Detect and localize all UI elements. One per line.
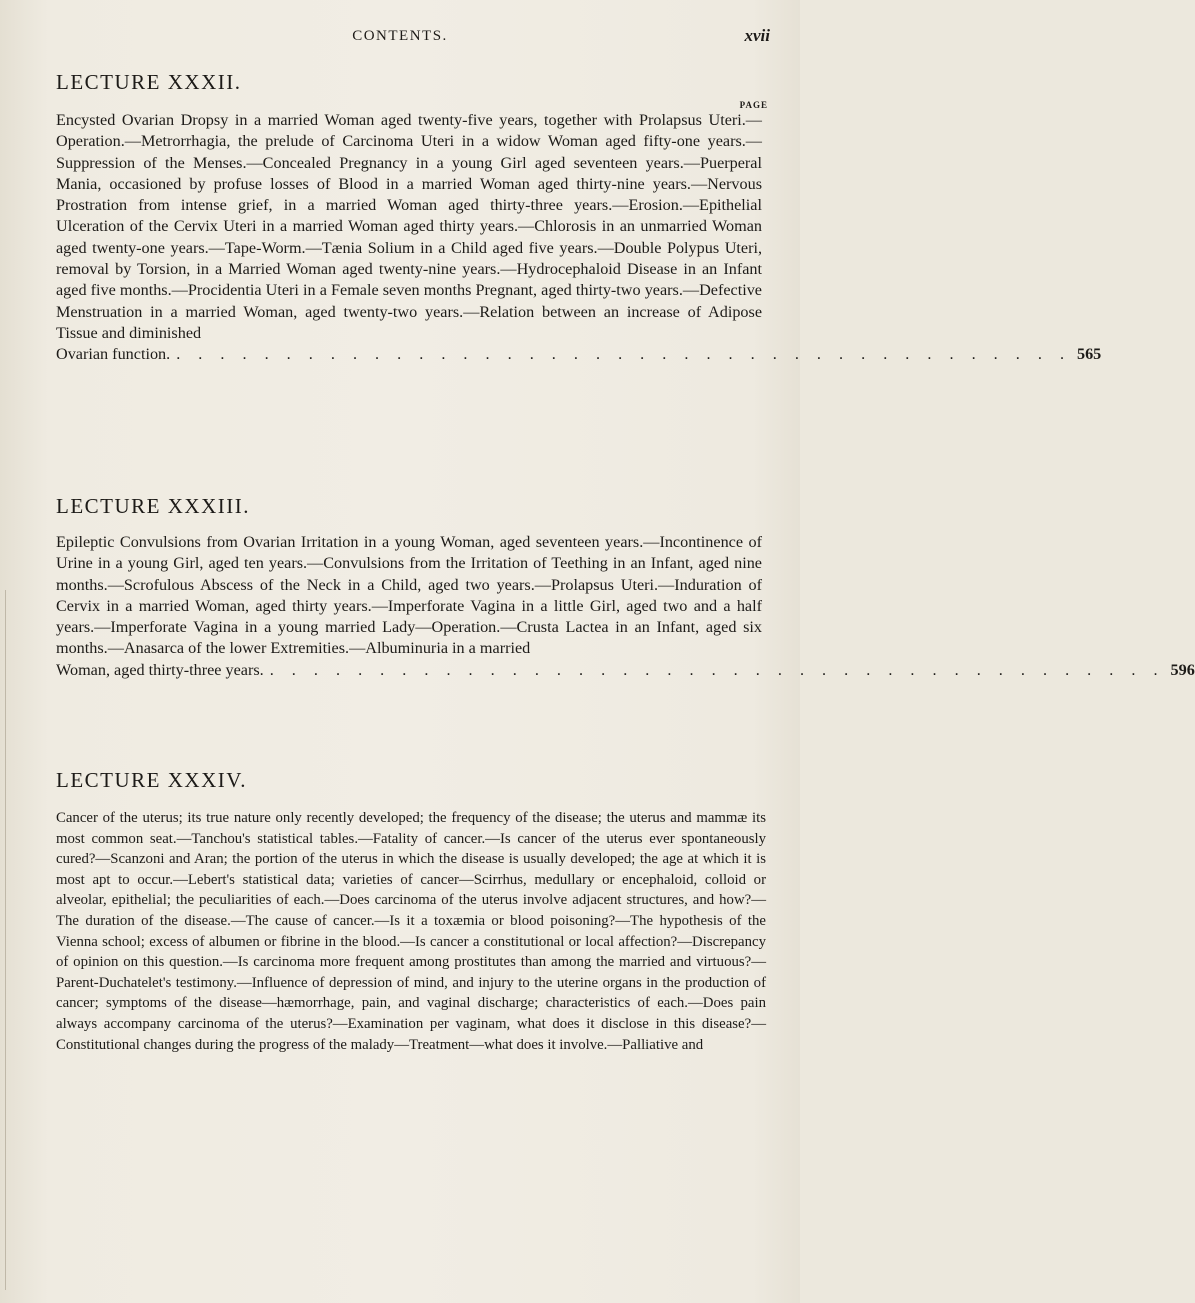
running-head [0,20,800,50]
page-folio: xvii [744,26,770,45]
lecture-33-section [56,496,762,517]
lecture-33-last-text: Woman, aged thirty-three years. [56,660,264,679]
lecture-32-page-number: 565 [1076,345,1102,364]
leader-dots: . . . . . . . . . . . . . . . . . . . . . . . . . . . . . . . . . . . . . . . . . [269,660,1165,679]
lecture-32-last-text: Ovarian function. [56,345,171,364]
page-column-label: PAGE [739,100,768,110]
lecture-33-text: Epileptic Convulsions from Ovarian Irritation in a young Woman, aged seventeen years.—Incontinence of Urine in a young Girl, aged ten years.—Convulsions from the Irritation of Teething in an Infant, aged nine months.—Scrofulous Abscess of the Neck in a Child, aged two years.—Prolapsus Uteri.—Induration of Cervix in a married Woman, aged thirty years.—Imperforate Vagina in a little Girl, aged two and a half years.—Imperforate Vagina in a young married Lady—Operation.—Crusta Lactea in an Infant, aged six months.—Anasarca of the lower Extremities.—Albuminuria in a married [56,533,762,658]
lecture-33-heading: LECTURE XXXIII. [56,494,250,518]
lecture-33-body [56,532,1195,681]
lecture-32-text: Encysted Ovarian Dropsy in a married Woman aged twenty-five years, together with Prolapsus Uteri.—Operation.—Metrorrhagia, the prelude of Carcinoma Uteri in a widow Woman aged fifty-one years.—Suppression of the Menses.—Concealed Pregnancy in a young Girl aged seventeen years.—Puerperal Mania, occasioned by profuse losses of Blood in a married Woman aged thirty-nine years.—Nervous Prostration from intense grief, in a married Woman aged thirty-three years.—Erosion.—Epithelial Ulceration of the Cervix Uteri in a married Woman aged thirty years.—Chlorosis in an unmarried Woman aged twenty-one years.—Tape-Worm.—Tænia Solium in a Child aged five years.—Double Polypus Uteri, removal by Torsion, in a Married Woman aged twenty-nine years.—Hydrocephaloid Disease in an Infant aged five months.—Procidentia Uteri in a Female seven months Pregnant, aged thirty-two years.—Defective Menstruation in a married Woman, aged twenty-two years.—Relation between an increase of Adipose Tissue and diminished [56,111,762,342]
lecture-34-section [56,770,762,791]
lecture-32-last-line [56,344,1102,365]
lecture-34-body [56,808,766,1055]
lecture-32-section [56,72,762,93]
lecture-34-heading: LECTURE XXXIV. [56,768,247,792]
lecture-32-body [56,110,1102,366]
leader-dots: . . . . . . . . . . . . . . . . . . . . . . . . . . . . . . . . . . . . . . . . . [176,345,1071,364]
lecture-33-page-number: 596 [1170,660,1195,679]
lecture-32-heading: LECTURE XXXII. [56,70,242,94]
lecture-33-last-line [56,660,1195,681]
running-head-title: CONTENTS. [352,28,448,44]
lecture-34-text: Cancer of the uterus; its true nature only recently developed; the frequency of the disease; the uterus and mammæ its most common seat.—Tanchou's statistical tables.—Fatality of cancer.—Is cancer of the uterus ever spontaneously cured?—Scanzoni and Aran; the portion of the uterus in which the disease is usually developed; the age at which it is most apt to occur.—Lebert's statistical data; varieties of cancer—Scirrhus, medullary or encephaloid, colloid or alveolar, epithelial; the peculiarities of each.—Does carcinoma of the uterus involve adjacent structures, and how?—The duration of the disease.—The cause of cancer.—Is it a toxæmia or blood poisoning?—The hypothesis of the Vienna school; excess of albumen or fibrine in the blood.—Is cancer a constitutional or local affection?—Discrepancy of opinion on this question.—Is carcinoma more frequent among prostitutes than among the married and virtuous?—Parent-Duchatelet's testimony.—Influence of depression of mind, and injury to the uterine organs in the production of cancer; symptoms of the disease—hæmorrhage, pain, and vaginal discharge; characteristics of each.—Does pain always accompany carcinoma of the uterus?—Examination per vaginam, what does it disclose in this disease?—Constitutional changes during the progress of the malady—Treatment—what does it involve.—Palliative and [56,810,766,1053]
page-edge-line [5,590,6,1290]
